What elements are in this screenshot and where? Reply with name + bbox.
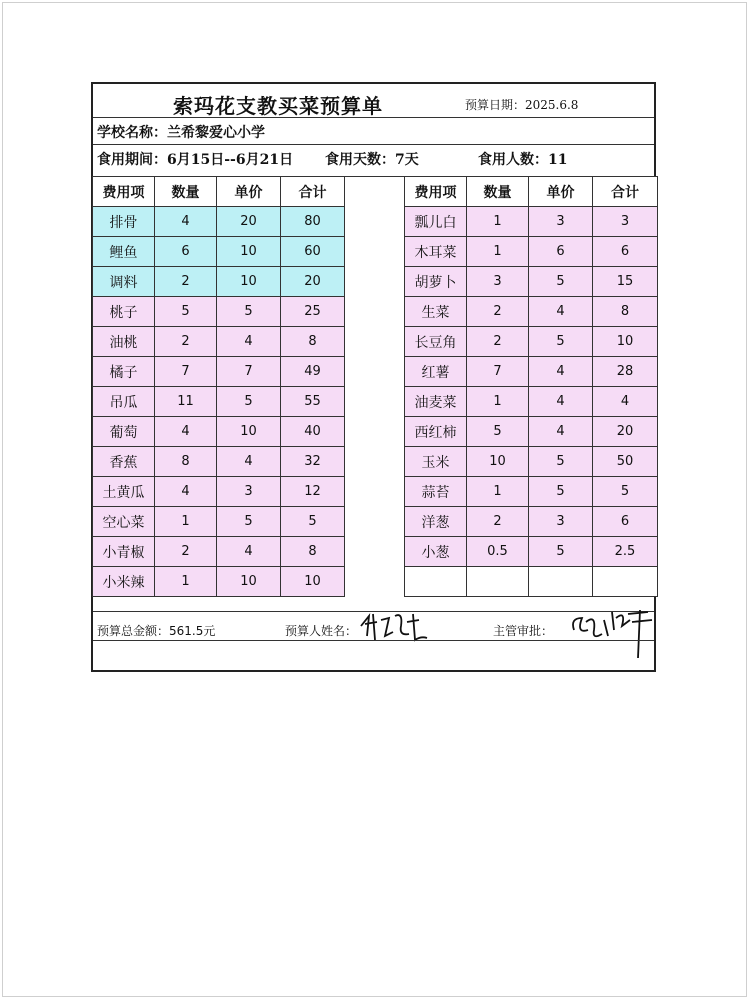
item-total: 8 bbox=[281, 537, 345, 567]
item-qty: 1 bbox=[155, 567, 217, 597]
item-total: 49 bbox=[281, 357, 345, 387]
divider bbox=[93, 640, 654, 641]
item-price: 5 bbox=[529, 447, 593, 477]
item-price: 10 bbox=[217, 267, 281, 297]
item-name: 葡萄 bbox=[93, 417, 155, 447]
item-total: 20 bbox=[281, 267, 345, 297]
table-row bbox=[93, 537, 345, 567]
meal-period: 食用期间：6月15日--6月21日 bbox=[97, 152, 294, 168]
item-name: 洋葱 bbox=[405, 507, 467, 537]
item-total: 80 bbox=[281, 207, 345, 237]
item-price: 20 bbox=[217, 207, 281, 237]
item-price: 4 bbox=[529, 357, 593, 387]
table-row bbox=[405, 297, 658, 327]
item-price: 4 bbox=[217, 537, 281, 567]
item-name: 鲤鱼 bbox=[93, 237, 155, 267]
item-price: 5 bbox=[529, 267, 593, 297]
item-price: 10 bbox=[217, 417, 281, 447]
item-price: 5 bbox=[217, 387, 281, 417]
item-qty: 2 bbox=[155, 267, 217, 297]
header-price: 单价 bbox=[529, 177, 593, 207]
item-price: 5 bbox=[529, 477, 593, 507]
item-qty: 1 bbox=[467, 477, 529, 507]
right-items-table bbox=[404, 176, 658, 597]
item-qty: 4 bbox=[155, 477, 217, 507]
item-price: 5 bbox=[529, 537, 593, 567]
item-name: 瓢儿白 bbox=[405, 207, 467, 237]
header-qty: 数量 bbox=[155, 177, 217, 207]
item-name: 红薯 bbox=[405, 357, 467, 387]
item-price: 5 bbox=[529, 327, 593, 357]
meal-days: 食用天数：7天 bbox=[325, 152, 419, 168]
table-row bbox=[405, 477, 658, 507]
item-total: 55 bbox=[281, 387, 345, 417]
item-total: 3 bbox=[593, 207, 658, 237]
sheet-title: 索玛花支教买菜预算单 bbox=[173, 94, 383, 118]
item-qty: 1 bbox=[155, 507, 217, 537]
item-price: 10 bbox=[217, 237, 281, 267]
item-qty: 3 bbox=[467, 267, 529, 297]
item-name: 玉米 bbox=[405, 447, 467, 477]
table-row bbox=[93, 357, 345, 387]
item-qty: 5 bbox=[155, 297, 217, 327]
item-qty: 1 bbox=[467, 387, 529, 417]
item-qty: 2 bbox=[155, 327, 217, 357]
item-total: 15 bbox=[593, 267, 658, 297]
header-item: 费用项 bbox=[93, 177, 155, 207]
item-qty: 7 bbox=[155, 357, 217, 387]
item-total: 5 bbox=[281, 507, 345, 537]
item-price: 4 bbox=[217, 327, 281, 357]
item-name: 吊瓜 bbox=[93, 387, 155, 417]
item-price: 4 bbox=[529, 297, 593, 327]
item-total: 40 bbox=[281, 417, 345, 447]
budget-date: 预算日期：2025.6.8 bbox=[465, 98, 579, 112]
item-qty: 4 bbox=[155, 207, 217, 237]
table-row bbox=[405, 537, 658, 567]
table-row bbox=[93, 327, 345, 357]
item-qty: 4 bbox=[155, 417, 217, 447]
table-row bbox=[93, 477, 345, 507]
item-name: 胡萝卜 bbox=[405, 267, 467, 297]
table-row bbox=[405, 237, 658, 267]
total-amount: 预算总金额：561.5元 bbox=[97, 624, 216, 638]
item-total: 60 bbox=[281, 237, 345, 267]
item-price: 10 bbox=[217, 567, 281, 597]
item-total: 8 bbox=[281, 327, 345, 357]
table-row bbox=[405, 327, 658, 357]
item-total: 8 bbox=[593, 297, 658, 327]
item-price: 3 bbox=[529, 207, 593, 237]
item-total: 2.5 bbox=[593, 537, 658, 567]
table-row bbox=[405, 267, 658, 297]
item-total: 25 bbox=[281, 297, 345, 327]
item-name: 排骨 bbox=[93, 207, 155, 237]
header-total: 合计 bbox=[593, 177, 658, 207]
item-name: 小葱 bbox=[405, 537, 467, 567]
header-item: 费用项 bbox=[405, 177, 467, 207]
preparer-label: 预算人姓名： bbox=[285, 624, 358, 638]
meal-people: 食用人数：11 bbox=[478, 152, 568, 168]
item-total: 28 bbox=[593, 357, 658, 387]
item-name: 桃子 bbox=[93, 297, 155, 327]
item-total: 6 bbox=[593, 237, 658, 267]
item-total bbox=[593, 567, 658, 597]
table-row bbox=[405, 387, 658, 417]
header-qty: 数量 bbox=[467, 177, 529, 207]
left-items-table bbox=[92, 176, 345, 597]
approver-signature bbox=[568, 600, 658, 660]
item-qty: 1 bbox=[467, 207, 529, 237]
item-qty: 2 bbox=[467, 507, 529, 537]
item-price: 3 bbox=[529, 507, 593, 537]
table-row bbox=[405, 447, 658, 477]
item-total: 50 bbox=[593, 447, 658, 477]
table-row bbox=[93, 237, 345, 267]
item-name: 木耳菜 bbox=[405, 237, 467, 267]
item-price bbox=[529, 567, 593, 597]
table-row bbox=[93, 447, 345, 477]
budget-sheet bbox=[91, 82, 656, 672]
item-qty bbox=[467, 567, 529, 597]
item-name: 橘子 bbox=[93, 357, 155, 387]
divider bbox=[93, 144, 654, 145]
table-row bbox=[93, 267, 345, 297]
item-price: 4 bbox=[217, 447, 281, 477]
item-name: 小青椒 bbox=[93, 537, 155, 567]
item-price: 4 bbox=[529, 387, 593, 417]
item-qty: 7 bbox=[467, 357, 529, 387]
item-total: 6 bbox=[593, 507, 658, 537]
item-price: 5 bbox=[217, 507, 281, 537]
table-row bbox=[93, 387, 345, 417]
item-total: 12 bbox=[281, 477, 345, 507]
divider bbox=[93, 117, 654, 118]
item-name: 空心菜 bbox=[93, 507, 155, 537]
item-name: 调料 bbox=[93, 267, 155, 297]
item-name: 油桃 bbox=[93, 327, 155, 357]
item-qty: 2 bbox=[467, 327, 529, 357]
approver-label: 主管审批： bbox=[493, 624, 554, 638]
item-qty: 2 bbox=[155, 537, 217, 567]
item-qty: 0.5 bbox=[467, 537, 529, 567]
item-qty: 5 bbox=[467, 417, 529, 447]
item-qty: 2 bbox=[467, 297, 529, 327]
item-name: 小米辣 bbox=[93, 567, 155, 597]
item-name: 长豆角 bbox=[405, 327, 467, 357]
item-total: 10 bbox=[593, 327, 658, 357]
item-name bbox=[405, 567, 467, 597]
header-total: 合计 bbox=[281, 177, 345, 207]
table-row bbox=[405, 357, 658, 387]
item-price: 6 bbox=[529, 237, 593, 267]
item-total: 20 bbox=[593, 417, 658, 447]
item-qty: 6 bbox=[155, 237, 217, 267]
table-row bbox=[93, 207, 345, 237]
item-total: 4 bbox=[593, 387, 658, 417]
item-name: 油麦菜 bbox=[405, 387, 467, 417]
item-name: 香蕉 bbox=[93, 447, 155, 477]
header-price: 单价 bbox=[217, 177, 281, 207]
item-total: 5 bbox=[593, 477, 658, 507]
table-row bbox=[405, 417, 658, 447]
item-name: 生菜 bbox=[405, 297, 467, 327]
item-name: 土黄瓜 bbox=[93, 477, 155, 507]
table-row bbox=[93, 507, 345, 537]
table-row bbox=[93, 567, 345, 597]
table-row bbox=[405, 207, 658, 237]
item-price: 3 bbox=[217, 477, 281, 507]
item-total: 10 bbox=[281, 567, 345, 597]
item-price: 7 bbox=[217, 357, 281, 387]
item-qty: 1 bbox=[467, 237, 529, 267]
table-row bbox=[405, 567, 658, 597]
item-total: 32 bbox=[281, 447, 345, 477]
item-qty: 11 bbox=[155, 387, 217, 417]
table-row bbox=[405, 507, 658, 537]
school-name: 学校名称：兰希黎爱心小学 bbox=[97, 125, 265, 141]
item-price: 4 bbox=[529, 417, 593, 447]
item-qty: 8 bbox=[155, 447, 217, 477]
item-name: 蒜苔 bbox=[405, 477, 467, 507]
item-qty: 10 bbox=[467, 447, 529, 477]
item-name: 西红柿 bbox=[405, 417, 467, 447]
table-row bbox=[93, 417, 345, 447]
item-price: 5 bbox=[217, 297, 281, 327]
table-row bbox=[93, 297, 345, 327]
